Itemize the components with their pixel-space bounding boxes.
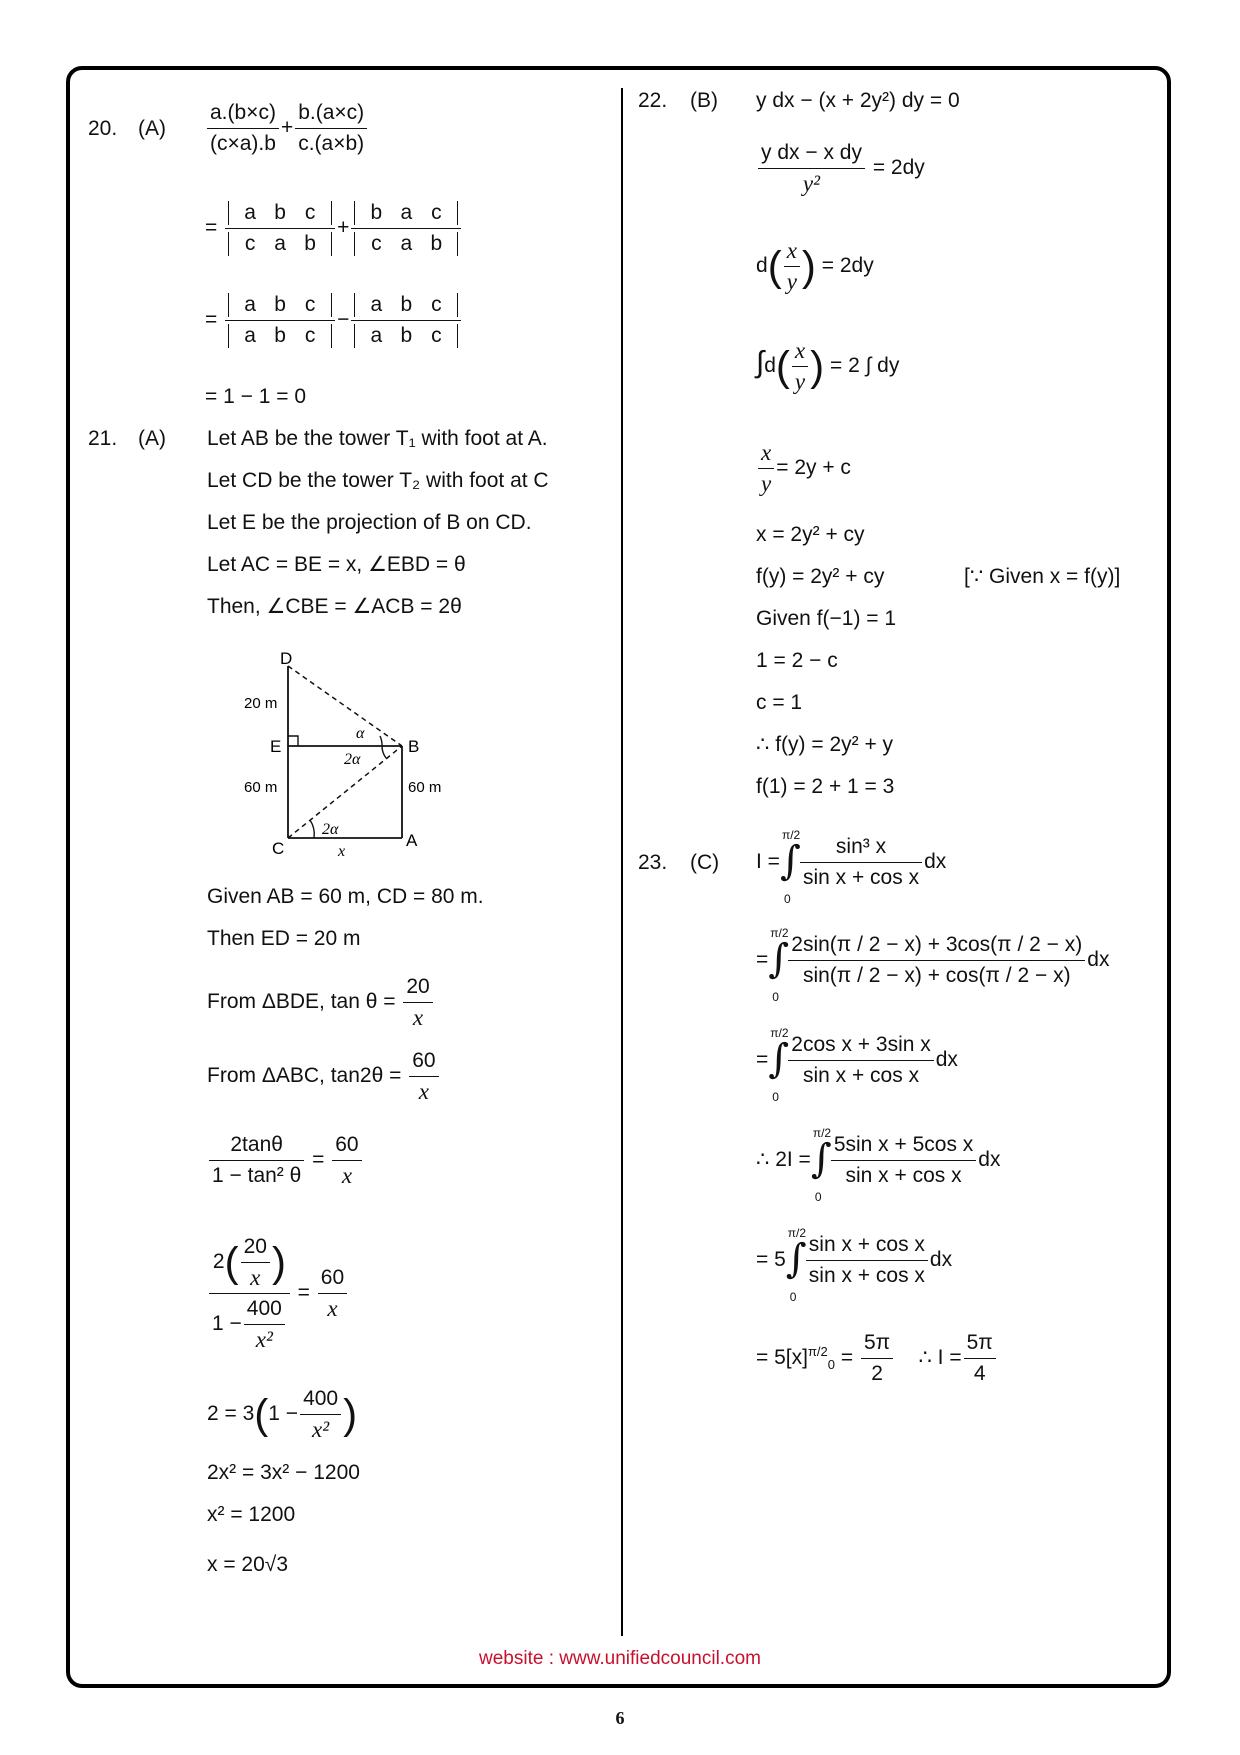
q23-step-6: = $5[x]^{\pi/2}_0$ = $\frac{5\pi}{2}$ ∴ I = $\frac{5\pi}{4}$ [756,1328,998,1389]
label-ab: 60 m [408,779,442,796]
q23-answer: (C) [690,851,720,874]
q20-answer: (A) [138,117,166,140]
q22-l12: f(1) = 2 + 1 = 3 [756,775,895,798]
q20-step2: = $\frac{\text{a b c}}{\text{a b c}}$ − $\frac{\text{a b c}}{\text{a b c}}$ [205,290,463,351]
q22-l6: x = 2y² + cy [756,523,865,546]
q21-line-l6: x = 20√3 [207,1553,288,1576]
right-angle-mark [288,736,298,746]
q23-step-2: = π/2 ∫ 0 $\frac{2\sin(\pi / 2 - x) + 3\cos(\pi / 2 - x)}{\sin(\pi / 2 - x) + \cos(\pi / 2 - x)}$ dx [756,925,1110,1004]
q22-l10: c = 1 [756,691,803,714]
column-divider [621,88,623,1636]
q22-l7: f(y) = 2y² + cy [756,565,885,588]
alpha-arc [380,736,382,746]
label-ec: 60 m [244,779,278,796]
q23-step-3: = π/2 ∫ 0 $\frac{\text{2cos x + 3sin x}}{\text{sin x + cos x}}$ dx [756,1025,958,1104]
q23-step-5: = 5 π/2 ∫ 0 $\frac{\text{sin x + cos x}}{\text{sin x + cos x}}$ dx [756,1225,953,1304]
q21-answer: (A) [138,427,166,450]
two-alpha-arc-c [310,820,314,838]
q22-l9: 1 = 2 − c [756,649,838,672]
label-two-alpha-c: 2α [322,821,339,838]
footer-website: website : www.unifiedcouncil.com [479,1648,761,1669]
q21-formula-1: $\frac{2\tan\theta}{\text{1 − tan² θ}}$ = $\frac{60}{x}$ [207,1130,364,1191]
q21-tan-two-theta: From ΔABC, tan2θ = $\frac{60}{x}$ [207,1046,441,1107]
q20-step1: = $\frac{\text{a b c}}{\text{c a b}}$ + $\frac{\text{b a c}}{\text{c a b}}$ [205,198,463,259]
q23-step-4: ∴ 2I = π/2 ∫ 0 $\frac{\text{5sin x + 5cos x}}{\text{sin x + cos x}}$ dx [756,1125,1001,1204]
q21-tan-theta: From ΔBDE, tan θ = $\frac{20}{x}$ [207,972,435,1033]
label-e: E [270,737,282,756]
label-x: x [338,843,346,860]
label-two-alpha-b: 2α [344,751,361,768]
q22-l3: d( $\frac{x}{y}$ ) = 2dy [756,238,874,294]
q21-line-l5: x² = 1200 [207,1503,296,1526]
q21-number: 21. [88,427,118,450]
q22-answer: (B) [690,89,718,112]
q21-line-4: Let AC = BE = x, ∠EBD = θ [207,553,466,576]
label-de: 20 m [244,695,278,712]
segment-db [288,666,402,746]
q22-number: 22. [638,89,668,112]
q22-l2: $\frac{\text{y dx − x dy}}{\text{y²}}$ = 2dy [756,138,925,199]
q21-given: Given AB = 60 m, CD = 80 m. [207,885,484,908]
q23-step-1: I = π/2 ∫ 0 $\frac{\text{sin³ x}}{\text{sin x + cos x}}$ dx [756,827,947,906]
q21-formula-3: 2 = 3(1 − $\frac{400}{\text{x²}}$ ) [207,1384,357,1445]
q21-formula-2: 2( $\frac{20}{x}$ ) 1 − $\frac{400}{\text{x²}}$ = $\frac{60}{x}$ [207,1232,349,1355]
q21-line-3: Let E be the projection of B on CD. [207,511,532,534]
page-number: 6 [615,1708,625,1728]
q22-l7-note: [∵ Given x = f(y)] [964,565,1121,588]
q20-number: 20. [88,117,118,140]
q21-line-2: Let CD be the tower T₂ with foot at C [207,469,549,492]
q22-l1: y dx − (x + 2y²) dy = 0 [756,89,960,112]
q22-l8: Given f(−1) = 1 [756,607,897,630]
label-alpha: α [356,725,365,742]
label-c: C [272,839,285,858]
label-d: D [280,650,293,668]
label-a: A [406,831,418,850]
q22-l11: ∴ f(y) = 2y² + y [756,733,894,756]
q20-expression: $\frac{a.(b\times c)}{(c\times a).b}$ + $\frac{b.(a\times c)}{c.(a\times b)}$ [205,98,369,159]
q21-line-5: Then, ∠CBE = ∠ACB = 2θ [207,595,462,618]
q21-line-l4: 2x² = 3x² − 1200 [207,1461,360,1484]
tower-diagram [230,650,470,860]
q22-l4: ∫d( $\frac{x}{y}$ ) = 2 ∫ dy [756,338,900,394]
q22-l5: $\frac{x}{y}$ = 2y + c [756,438,851,499]
q23-number: 23. [638,851,668,874]
two-alpha-arc-b [382,746,386,758]
q20-final: = 1 − 1 = 0 [205,385,307,408]
q21-then: Then ED = 20 m [207,927,361,950]
label-b: B [408,737,420,756]
q21-line-1: Let AB be the tower T₁ with foot at A. [207,427,548,450]
